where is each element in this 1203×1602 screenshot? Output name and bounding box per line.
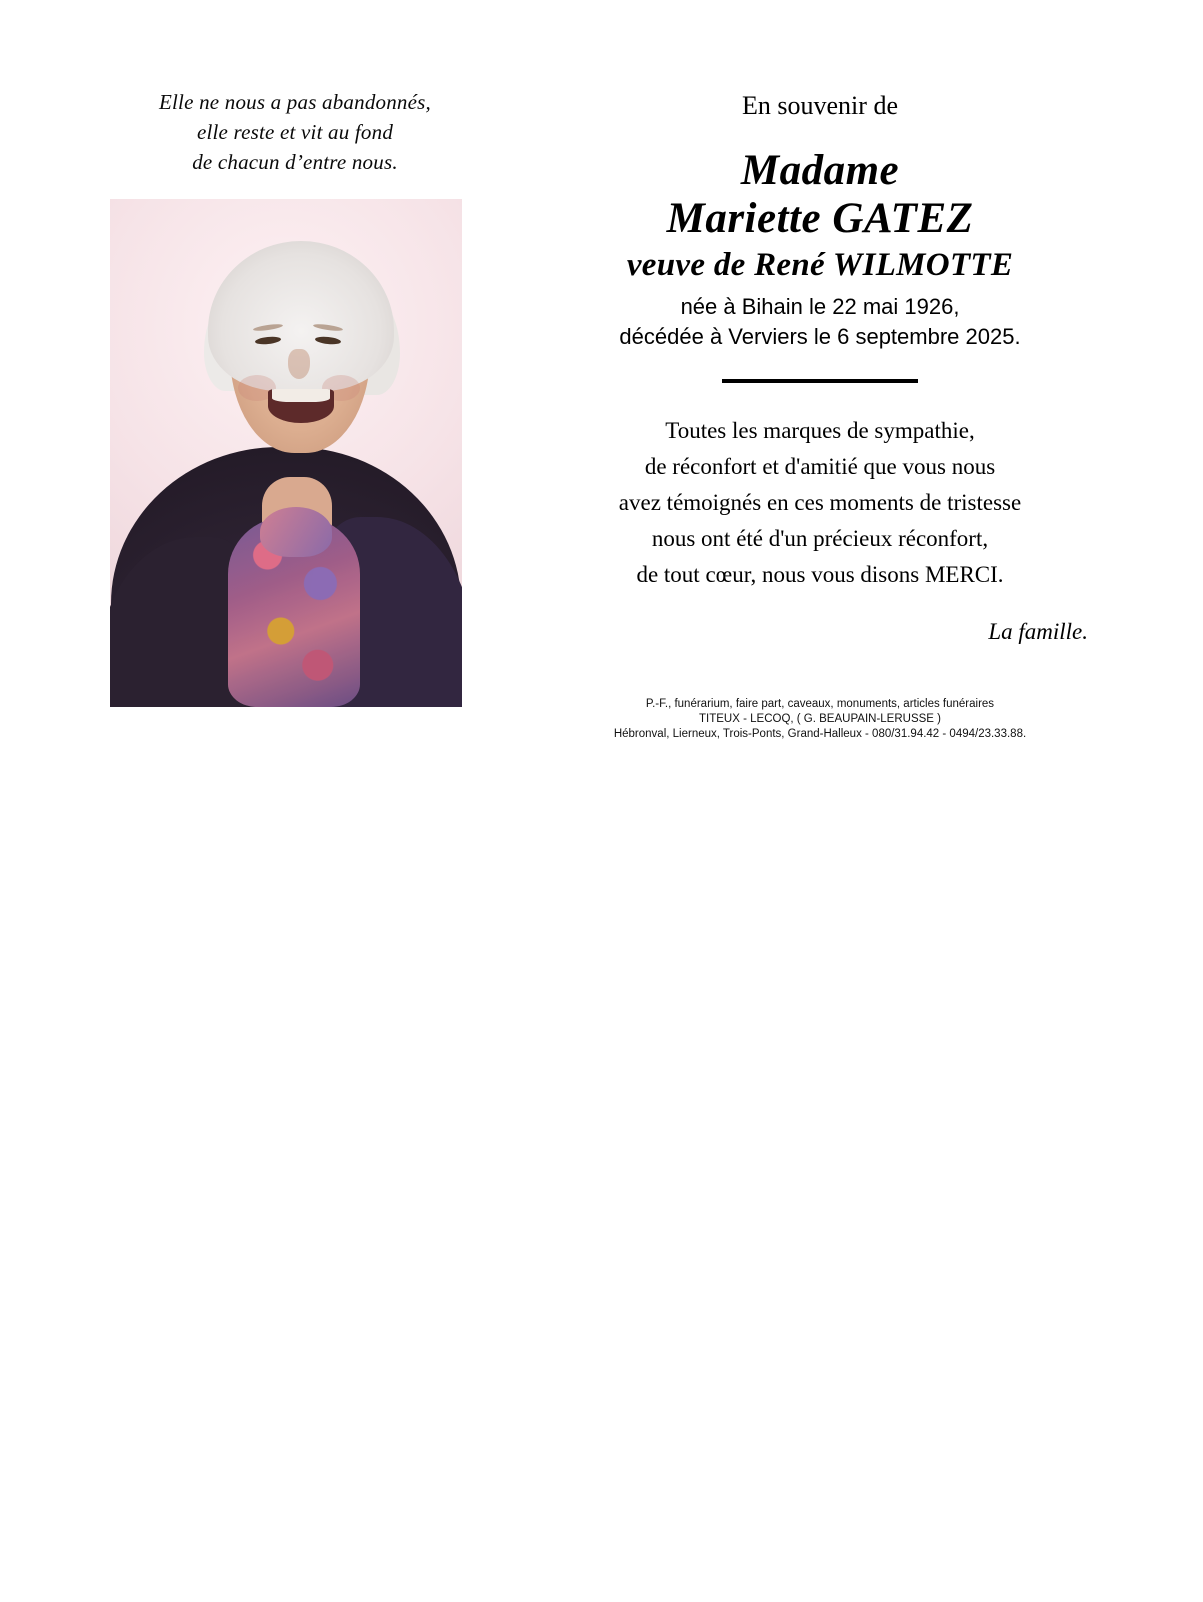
footer-line-1: P.-F., funérarium, faire part, caveaux, monuments, articles funéraires [645,697,995,710]
portrait-photo [110,199,462,707]
portrait-scarf-knot [260,507,332,557]
memorial-verse [110,88,480,177]
verse-line-1: Elle ne nous a pas abandonnés, [159,90,431,114]
in-memory-of-label: En souvenir de [742,91,898,120]
left-column [110,88,480,707]
thanks-line-2: de réconfort et d'amitié que vous nous [644,454,996,480]
death-line: décédée à Verviers le 6 septembre 2025. [619,323,1021,349]
thanks-line-5: de tout cœur, nous vous disons MERCI. [636,561,1004,587]
deceased-name: Mariette GATEZ [666,195,974,243]
signature: La famille. [988,618,1088,644]
right-column [540,90,1100,742]
thanks-line-3: avez témoignés en ces moments de tristesse [618,490,1022,516]
portrait-teeth [272,389,330,402]
verse-line-2: elle reste et vit au fond [196,119,394,144]
divider-rule [722,379,918,383]
thanks-message [540,413,1100,592]
deceased-spouse-line: veuve de René WILMOTTE [626,246,1014,283]
thanks-line-1: Toutes les marques de sympathie, [665,418,975,444]
footer-line-3: Hébronval, Lierneux, Trois-Ponts, Grand-Halleux - 080/31.94.42 - 0494/23.33.88. [613,728,1027,741]
verse-line-3: de chacun d’entre nous. [192,149,398,174]
deceased-title: Madame [740,147,900,195]
thanks-line-4: nous ont été d'un précieux réconfort, [651,526,989,551]
funeral-home-footer [540,697,1100,743]
footer-line-2: TITEUX - LECOQ, ( G. BEAUPAIN-LERUSSE ) [699,712,941,725]
birth-line: née à Bihain le 22 mai 1926, [680,294,960,320]
